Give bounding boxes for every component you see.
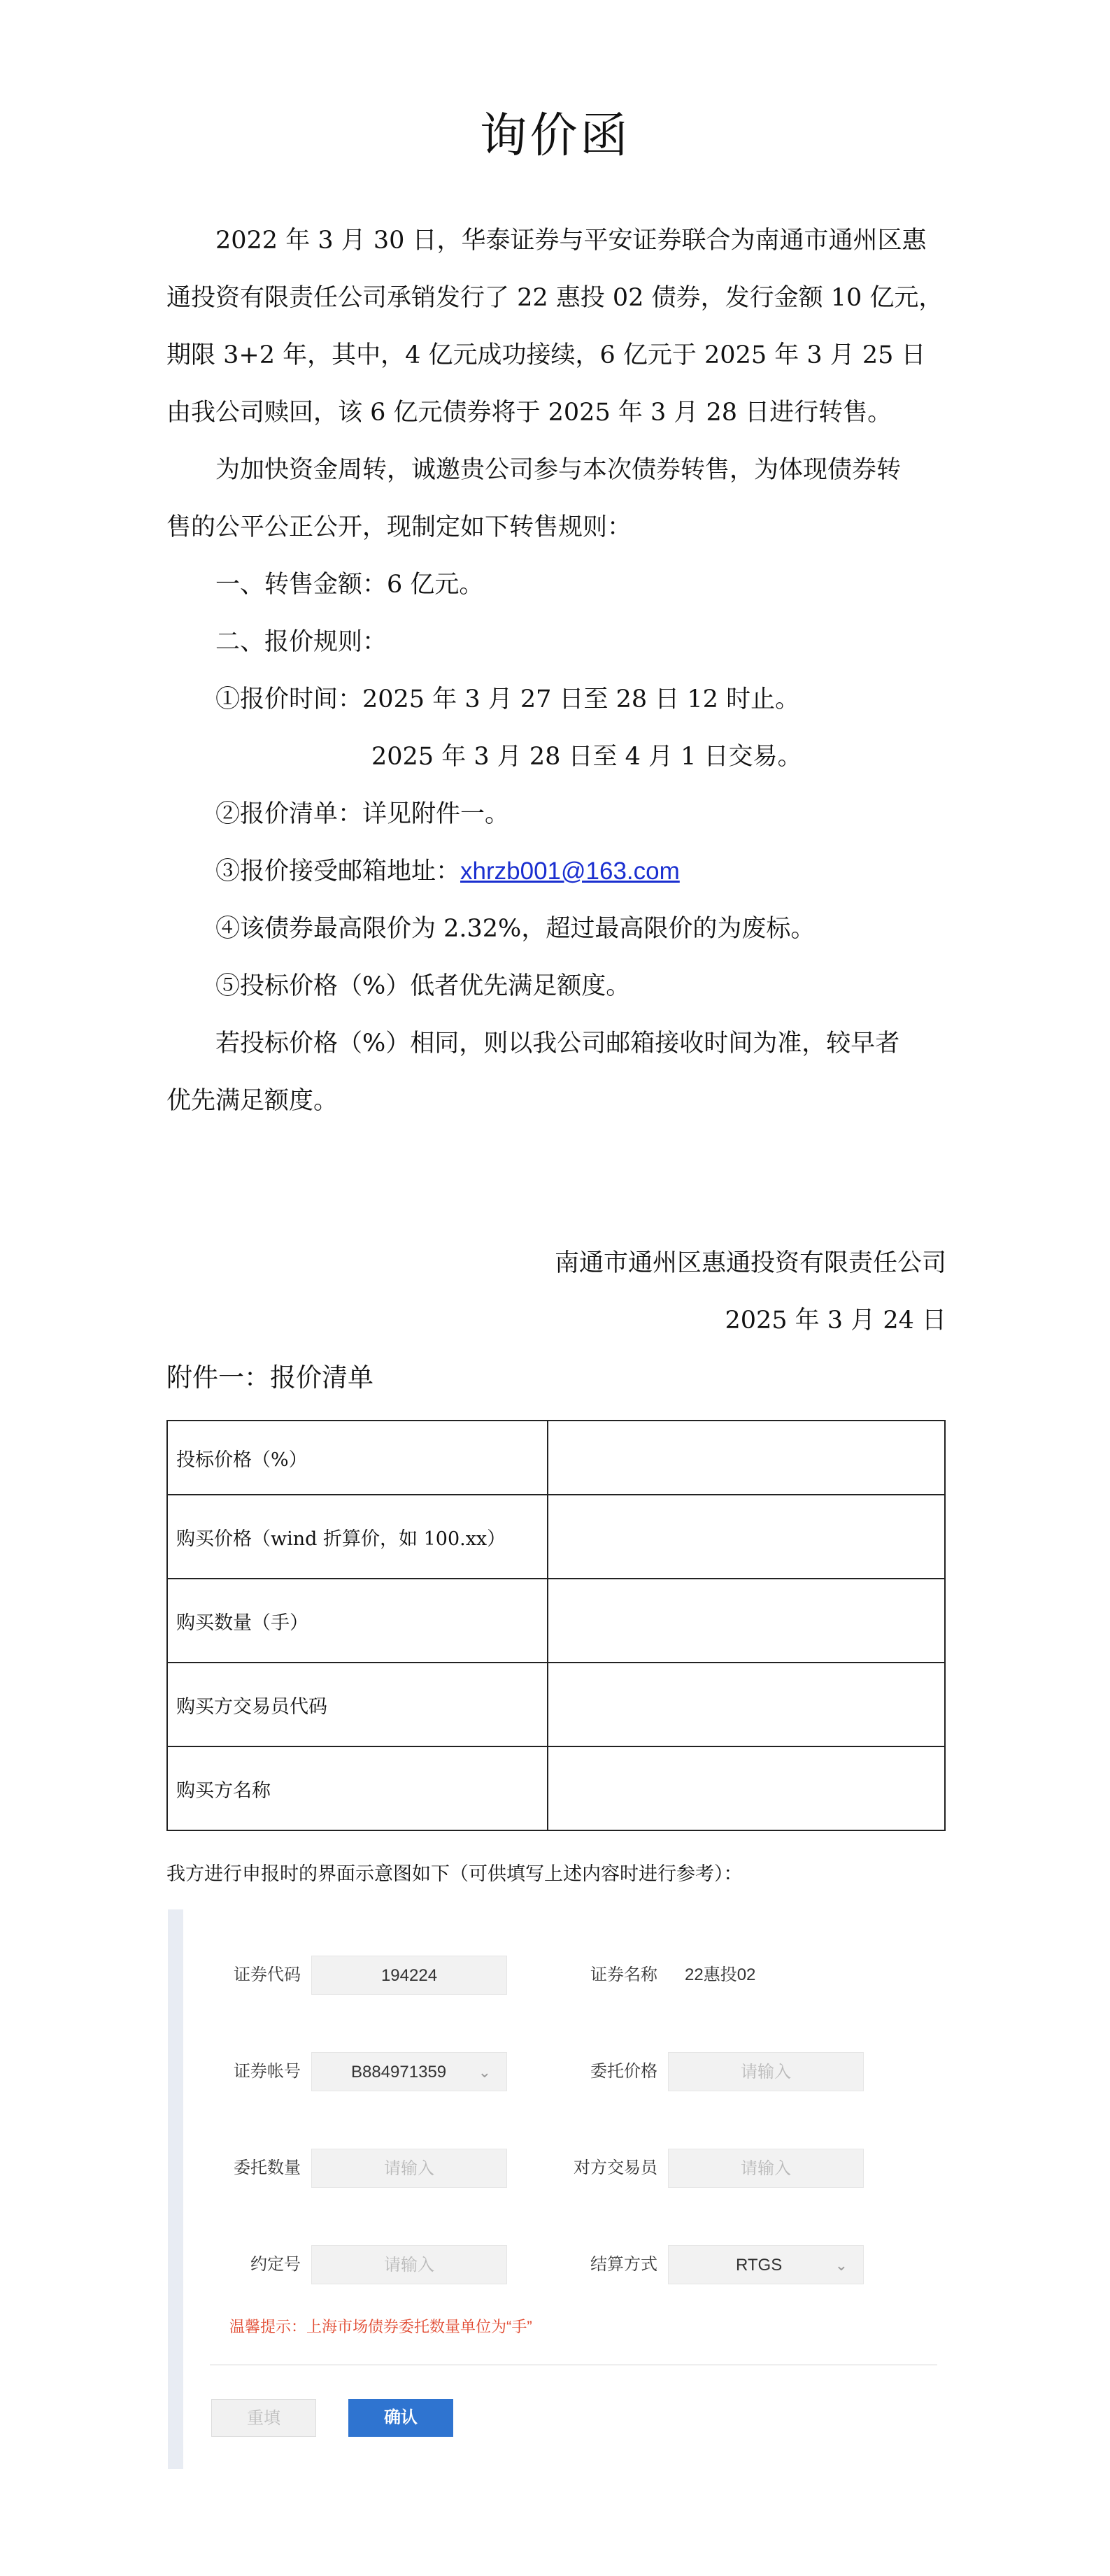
page-title: 询价函 [479, 108, 631, 164]
quote-table [166, 1420, 946, 1831]
row-label: 购买数量（手） [167, 1579, 548, 1663]
account-label: 证券帐号 [234, 2062, 301, 2081]
price-label: 委托价格 [590, 2062, 657, 2081]
paragraph-1-line-4: 由我公司赎回，该 6 亿元债券将于 2025 年 3 月 28 日进行转售。 [166, 399, 892, 427]
settlement-select[interactable] [668, 2245, 864, 2284]
confirm-button[interactable]: 确认 [348, 2399, 453, 2437]
paragraph-2-line-1: 为加快资金周转，诚邀贵公司参与本次债券转售，为体现债券转 [215, 456, 902, 484]
settlement-value: RTGS [736, 2256, 783, 2275]
reset-button[interactable]: 重填 [211, 2399, 316, 2437]
row-label: 购买价格（wind 折算价，如 100.xx） [167, 1495, 548, 1579]
form-reference-note: 我方进行申报时的界面示意图如下（可供填写上述内容时进行参考）： [166, 1863, 743, 1885]
email-link[interactable]: xhrzb001@163.com [460, 858, 680, 885]
row-value-cell[interactable] [548, 1579, 945, 1663]
rule-email [166, 853, 946, 890]
rule-email-label: ③报价接受邮箱地址： [215, 858, 461, 885]
paragraph-2-line-2: 售的公平公正公开，现制定如下转售规则： [166, 513, 632, 541]
security-name-label: 证券名称 [590, 1965, 657, 1984]
paragraph-3-line-1: 若投标价格（%）相同，则以我公司邮箱接收时间为准，较早者 [215, 1030, 900, 1058]
table-row [167, 1746, 945, 1830]
order-entry-form [168, 1909, 944, 2469]
table-row [167, 1421, 945, 1495]
rule-quote-list: ②报价清单：详见附件一。 [215, 800, 510, 828]
paragraph-3-line-2: 优先满足额度。 [166, 1087, 339, 1115]
rule-max-price: ④该债券最高限价为 2.32%，超过最高限价的为废标。 [215, 915, 816, 943]
chevron-down-icon: ⌄ [834, 2256, 848, 2274]
quantity-label: 委托数量 [234, 2158, 301, 2177]
rule-amount: 一、转售金额：6 亿元。 [215, 571, 484, 599]
agreement-input[interactable]: 请输入 [311, 2245, 507, 2284]
row-value-cell[interactable] [548, 1495, 945, 1579]
paragraph-1-line-1: 2022 年 3 月 30 日，华泰证券与平安证券联合为南通市通州区惠 [215, 227, 927, 255]
rule-quote-time: ①报价时间：2025 年 3 月 27 日至 28 日 12 时止。 [215, 685, 800, 713]
form-divider [210, 2364, 937, 2365]
agreement-label: 约定号 [250, 2255, 301, 2274]
account-value: B884971359 [351, 2063, 447, 2082]
counterparty-label: 对方交易员 [574, 2158, 657, 2177]
signature-date: 2025 年 3 月 24 日 [725, 1307, 946, 1335]
table-row [167, 1663, 945, 1746]
rule-quote: 二、报价规则： [215, 628, 387, 656]
row-value-cell[interactable] [548, 1746, 945, 1830]
form-left-stripe [168, 1909, 183, 2469]
paragraph-1-line-3: 期限 3+2 年，其中，4 亿元成功接续，6 亿元于 2025 年 3 月 25 日 [166, 341, 926, 369]
table-row [167, 1579, 945, 1663]
row-label: 购买方名称 [167, 1746, 548, 1830]
chevron-down-icon: ⌄ [478, 2063, 491, 2081]
quantity-input[interactable]: 请输入 [311, 2149, 507, 2188]
rule-trade-time: 2025 年 3 月 28 日至 4 月 1 日交易。 [371, 743, 802, 771]
row-label: 购买方交易员代码 [167, 1663, 548, 1746]
account-select[interactable] [311, 2052, 507, 2091]
settlement-label: 结算方式 [590, 2255, 657, 2274]
security-code-field[interactable]: 194224 [311, 1956, 507, 1995]
row-label: 投标价格（%） [167, 1421, 548, 1495]
counterparty-input[interactable]: 请输入 [668, 2149, 864, 2188]
price-input[interactable]: 请输入 [668, 2052, 864, 2091]
attachment-title: 附件一：报价清单 [166, 1362, 373, 1393]
signature-company: 南通市通州区惠通投资有限责任公司 [554, 1249, 946, 1277]
row-value-cell[interactable] [548, 1421, 945, 1495]
warning-text: 温馨提示：上海市场债券委托数量单位为“手” [229, 2318, 532, 2335]
paragraph-1-line-2: 通投资有限责任公司承销发行了 22 惠投 02 债券，发行金额 10 亿元， [166, 284, 944, 312]
row-value-cell[interactable] [548, 1663, 945, 1746]
table-row [167, 1495, 945, 1579]
rule-priority: ⑤投标价格（%）低者优先满足额度。 [215, 972, 631, 1000]
security-name-value: 22惠投02 [685, 1965, 756, 1984]
security-code-label: 证券代码 [234, 1965, 301, 1984]
